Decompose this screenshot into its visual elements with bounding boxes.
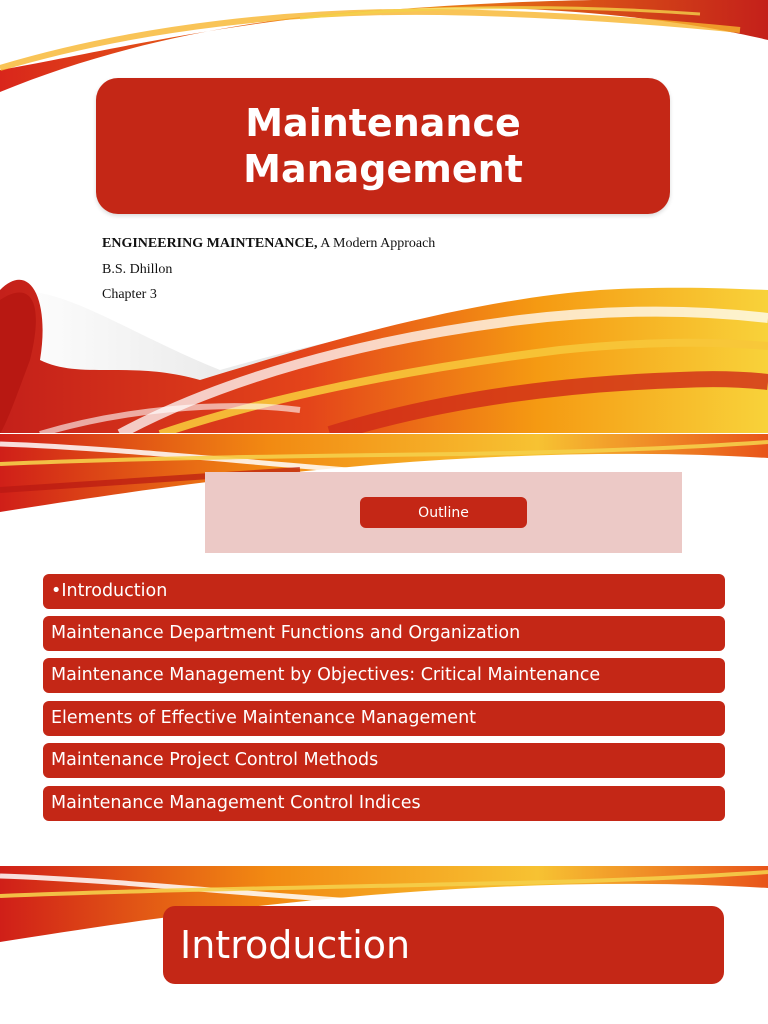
outline-item-control-indices: Maintenance Management Control Indices: [43, 786, 725, 821]
outline-item-introduction: •Introduction: [43, 574, 725, 609]
title-line-1: Maintenance: [245, 101, 521, 145]
title-box: [96, 78, 670, 214]
outline-item-department-functions: Maintenance Department Functions and Organization: [43, 616, 725, 651]
chapter: Chapter 3: [102, 287, 157, 302]
slide-title: [0, 0, 768, 434]
outline-item-project-control: Maintenance Project Control Methods: [43, 743, 725, 778]
outline-panel: [205, 472, 682, 553]
slide-outline: [0, 434, 768, 866]
outline-label: Outline: [360, 497, 527, 528]
book-title: ENGINEERING MAINTENANCE,: [102, 236, 318, 251]
introduction-title: Introduction: [163, 906, 724, 984]
book-subtitle: A Modern Approach: [317, 236, 436, 251]
outline-item-management-by-objectives: Maintenance Management by Objectives: Critical Maintenance: [43, 658, 725, 693]
book-citation: [102, 236, 435, 252]
outline-item-effective-elements: Elements of Effective Maintenance Management: [43, 701, 725, 736]
slide-introduction: [0, 866, 768, 1024]
title-line-2: Management: [243, 147, 523, 191]
swoosh-decoration: [0, 0, 768, 434]
author: B.S. Dhillon: [102, 262, 173, 277]
